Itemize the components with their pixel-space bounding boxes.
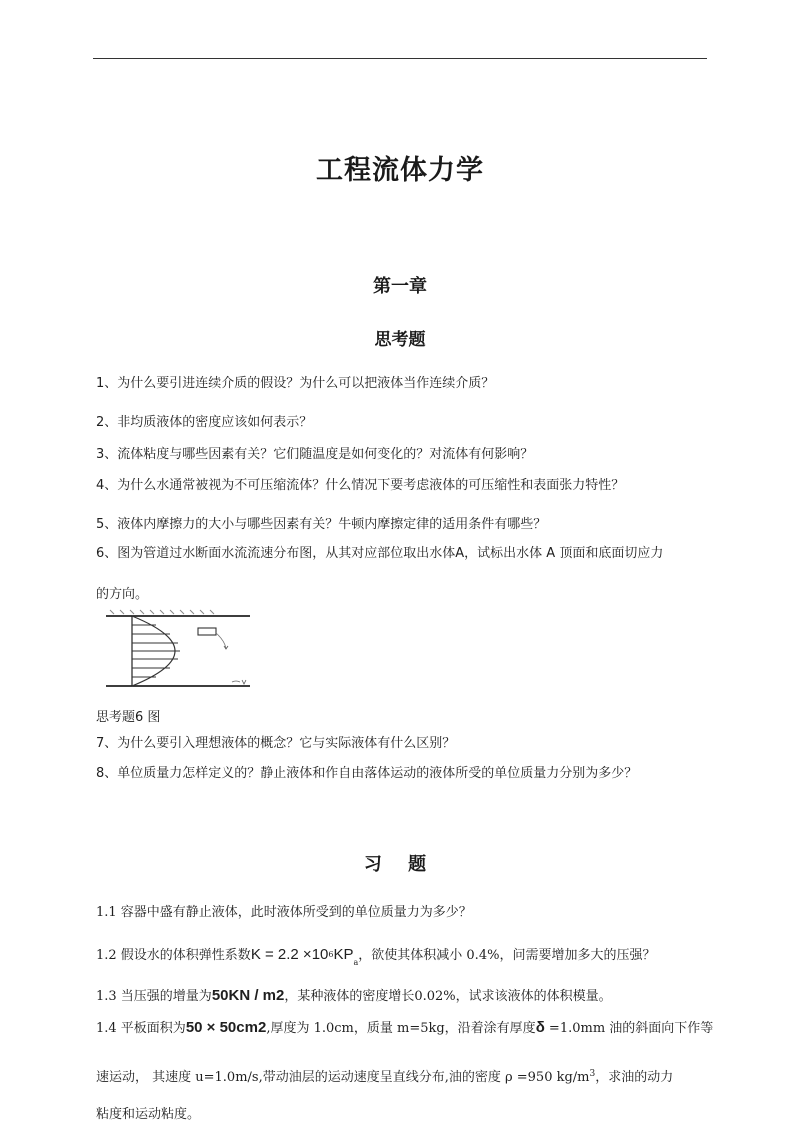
ex-1-3-prefix: 1.3 当压强的增量为 (96, 989, 212, 1004)
question-6-cont: 的方向。 (96, 587, 149, 602)
ex-1-3-suffix: ，某种液体的密度增长0.02%，试求该液体的体积模量。 (284, 989, 612, 1004)
section-heading-questions: 思考题 (374, 330, 426, 350)
question-1: 1、为什么要引进连续介质的假设？为什么可以把液体当作连续介质？ (96, 376, 495, 391)
ex-1-2-prefix: 1.2 假设水的体积弹性系数 (96, 948, 251, 963)
ex-1-3-formula: 50KN / m2 (211, 987, 285, 1004)
question-8: 8、单位质量力怎样定义的？静止液体和作自由落体运动的液体所受的单位质量力分别为多少？ (96, 766, 638, 781)
section-heading-exercises: 习 题 (363, 854, 437, 875)
ex-1-4-mid: ,厚度为 1.0cm，质量 m=5kg，沿着涂有厚度 (266, 1021, 536, 1036)
ex-1-2-exp: 6 (328, 950, 334, 959)
exercise-1-3 (96, 987, 716, 1006)
ex-1-4-line2-suffix: ，求油的动力 (595, 1070, 674, 1085)
exercise-1-2 (96, 946, 716, 972)
velocity-profile-figure (100, 608, 260, 693)
question-4: 4、为什么水通常被视为不可压缩流体？什么情况下要考虑液体的可压缩性和表面张力特性？ (96, 478, 625, 493)
ex-1-4-suffix: =1.0mm 油的斜面向下作等 (544, 1021, 714, 1036)
header-rule (93, 58, 707, 59)
question-6: 6、图为管道过水断面水流流速分布图，从其对应部位取出水体A，试标出水体 A 顶面和底面切应力 (96, 546, 664, 561)
exercise-1-4-line2 (96, 1065, 716, 1087)
ex-1-2-suffix: ，欲使其体积减小 0.4%，问需要增加多大的压强？ (358, 948, 656, 963)
question-5: 5、液体内摩擦力的大小与哪些因素有关？牛顿内摩擦定律的适用条件有哪些？ (96, 517, 547, 532)
question-2: 2、非均质液体的密度应该如何表示？ (96, 415, 313, 430)
question-7: 7、为什么要引入理想液体的概念？它与实际液体有什么区别？ (96, 736, 456, 751)
question-3: 3、流体粘度与哪些因素有关？它们随温度是如何变化的？对流体有何影响？ (96, 447, 534, 462)
ex-1-2-unit: KP (333, 946, 354, 963)
ex-1-4-delta: δ (535, 1019, 545, 1036)
ex-1-4-prefix: 1.4 平板面积为 (96, 1021, 186, 1036)
ex-1-2-formula: K = 2.2 ×10 (250, 946, 329, 963)
chapter-heading: 第一章 (373, 276, 427, 297)
ex-1-4-line2-prefix: 速运动， 其速度 u=1.0m/s,带动油层的运动速度呈直线分布,油的密度 ρ =950 kg/m (96, 1070, 590, 1085)
page-title: 工程流体力学 (316, 155, 484, 186)
exercise-1-1: 1.1 容器中盛有静止液体，此时液体所受到的单位质量力为多少？ (96, 905, 472, 920)
figure-caption: 思考题6 图 (96, 710, 161, 725)
ex-1-4-line2-exp: 3 (589, 1069, 596, 1079)
exercise-1-4-line3: 粘度和运动粘度。 (96, 1107, 201, 1122)
ex-1-4-formula: 50 × 50cm2 (185, 1019, 267, 1036)
exercise-1-4-line1 (96, 1019, 716, 1038)
ex-1-2-unit-sub: a (353, 958, 359, 967)
